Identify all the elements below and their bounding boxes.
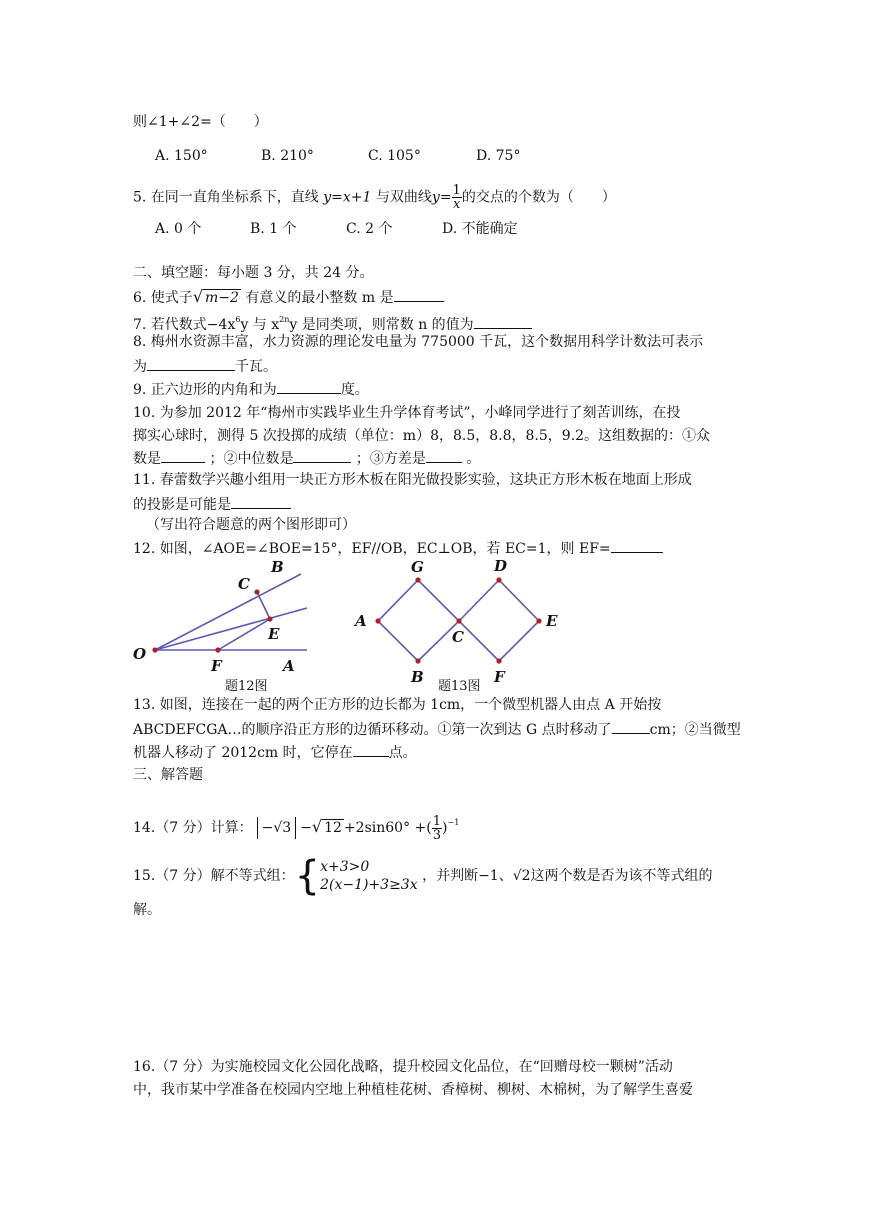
fig12-label-e: E (268, 625, 280, 643)
fig13-point-e (536, 618, 541, 623)
q15-line2: 解。 (133, 902, 161, 918)
fig12-label-o: O (133, 645, 147, 663)
q10-mode-blank[interactable] (161, 448, 205, 463)
sqrt-symbol: √ (192, 287, 204, 306)
q5-option-d: D. 不能确定 (442, 221, 518, 237)
fig13-label-c: C (452, 628, 464, 646)
fig13-point-c (456, 618, 461, 623)
q14-tail: +2sin60° +( (343, 820, 432, 836)
q10-line1: 10. 为参加 2012 年“梅州市实践毕业生升学体育考试”，小峰同学进行了刻苦训练，在投 (133, 405, 681, 421)
fig12-label-f: F (211, 657, 222, 675)
fig12-point-e (267, 616, 272, 621)
q13-line3-a: 机器人移动了 2012cm 时，它停在 (133, 745, 353, 761)
q5-stem (133, 184, 616, 211)
fig12-point-f (215, 647, 220, 652)
q11-line3: （写出符合题意的两个图形即可） (146, 517, 356, 533)
q11-line2-text: 的投影是可能是 (133, 497, 231, 513)
q9-post: 度。 (340, 382, 369, 398)
q10-line3 (133, 448, 480, 469)
fig12-caption: 题12图 (225, 679, 268, 694)
q6-post: 有意义的最小整数 m 是 (240, 290, 394, 306)
q5-pre: 5. 在同一直角坐标系下，直线 (133, 189, 324, 206)
q6-radicand: m−2 (205, 290, 239, 306)
q5-hyper-lhs: y= (431, 189, 452, 206)
q15-system (320, 858, 418, 894)
q13-line2-a: ABCDEFCGA…的顺序沿正方形的边循环移动。①第一次到达 G 点时移动了 (133, 722, 612, 738)
q12-text: 12. 如图，∠AOE=∠BOE=15°，EF//OB，EC⊥OB，若 EC=1，则 EF= (133, 541, 611, 557)
q14-sqrt12: 12 (324, 820, 342, 836)
q14-abs-inner: −√3 (261, 820, 292, 836)
fig12-segment-ef (218, 619, 270, 650)
q13-line1: 13. 如图，连接在一起的两个正方形的边长都为 1cm，一个微型机器人由点 A 开始按 (133, 697, 662, 713)
q7-mid2: y 是同类项，则常数 n 的值为 (289, 317, 474, 333)
q9-pre: 9. 正六边形的内角和为 (133, 382, 277, 398)
q6-pre: 6. 使式子 (133, 290, 193, 306)
q14-frac-num: 1 (432, 813, 442, 829)
figure-12 (125, 556, 315, 696)
q15-post: ，并判断−1、√2这两个数是否为该不等式组的 (422, 868, 713, 884)
q14-pre: 14.（7 分）计算： (133, 820, 253, 836)
q7-answer-blank[interactable] (474, 314, 532, 329)
fig13-label-g: G (411, 558, 424, 576)
abs-bar-left (257, 817, 258, 839)
q8-answer-blank[interactable] (147, 356, 235, 371)
q15-ineq1: x+3>0 (320, 859, 370, 875)
q5-option-a: A. 0 个 (155, 221, 202, 237)
q7-mid1: y 与 x (240, 317, 280, 333)
q8-line2 (133, 356, 277, 377)
fig13-label-b: B (411, 668, 424, 686)
fig13-label-a: A (355, 612, 367, 630)
fig12-ray-oe (155, 608, 307, 650)
q14-frac-den: 3 (432, 827, 442, 843)
q10-median-blank[interactable] (293, 448, 351, 463)
q16-line2: 中，我市某中学准备在校园内空地上种植桂花树、香樟树、柳树、木棉树，为了解学生喜爱 (133, 1082, 693, 1098)
q13-distance-blank[interactable] (612, 719, 650, 734)
q12-answer-blank[interactable] (611, 538, 663, 553)
q8-line2-pre: 为 (133, 359, 147, 375)
sqrt-symbol: √ (311, 817, 323, 836)
q10-line3-a: 数是 (133, 451, 161, 467)
q10-line3-d: 。 (466, 451, 481, 467)
fig13-square-left (378, 580, 459, 661)
brace-icon: { (294, 853, 321, 899)
q7-exp2: 2n (279, 315, 290, 324)
fig13-caption: 题13图 (438, 679, 481, 694)
q10-variance-blank[interactable] (426, 448, 462, 463)
q5-option-b: B. 1 个 (250, 221, 297, 237)
q7-pre: 7. 若代数式−4x (133, 317, 236, 333)
q9-answer-blank[interactable] (277, 379, 341, 394)
fig13-label-d: D (494, 557, 508, 575)
q5-frac-den: x (453, 197, 461, 212)
q14-exp: −1 (447, 818, 460, 827)
q5-line-eq: y=x+1 (323, 189, 372, 206)
q9 (133, 379, 369, 400)
q10-line3-c: ；③方差是 (355, 451, 426, 467)
fig12-point-o (152, 647, 157, 652)
q5-option-c: C. 2 个 (346, 221, 393, 237)
q11-line2 (133, 494, 291, 515)
q4-option-b: B. 210° (261, 148, 314, 164)
q14-minus: − (300, 820, 312, 836)
abs-bar-right (295, 817, 296, 839)
q16-line1: 16.（7 分）为实施校园文化公园化战略，提升校园文化品位，在“回赠母校一颗树”活动 (133, 1059, 673, 1075)
q8-line2-post: 千瓦。 (235, 359, 277, 375)
q14 (133, 810, 459, 842)
fig13-label-e: E (546, 612, 558, 630)
q13-line3 (133, 742, 417, 763)
q6-answer-blank[interactable] (394, 287, 444, 302)
fig12-label-c: C (238, 575, 250, 593)
fig12-label-b: B (271, 558, 284, 576)
q10-line3-b: ；②中位数是 (209, 451, 294, 467)
q14-fraction (432, 815, 442, 842)
q5-post: 的交点的个数为（ ） (461, 189, 616, 206)
q6 (133, 287, 444, 308)
q11-answer-blank[interactable] (231, 494, 291, 509)
section3-title: 三、解答题 (133, 767, 203, 783)
q13-line2-b: cm；②当微型 (649, 722, 741, 738)
q11-line1: 11. 春蕾数学兴趣小组用一块正方形木板在阳光做投影实验，这块正方形木板在地面上形成 (133, 472, 692, 488)
q15-pre: 15.（7 分）解不等式组： (133, 868, 295, 884)
fig13-label-f: F (494, 668, 505, 686)
figure-13 (350, 556, 570, 696)
q7-exp1: 6 (235, 315, 241, 324)
fig12-segment-ce (257, 592, 270, 619)
fig13-point-g (415, 577, 420, 582)
q5-fraction (452, 184, 462, 211)
fig13-point-d (496, 577, 501, 582)
section2-title: 二、填空题：每小题 3 分，共 24 分。 (133, 265, 374, 281)
q4-option-a: A. 150° (155, 148, 208, 164)
q5-frac-num: 1 (452, 183, 461, 198)
fig12-label-a: A (283, 657, 295, 675)
fig13-square-right (459, 580, 539, 661)
q13-line2 (133, 719, 741, 740)
fig13-point-a (375, 618, 380, 623)
fig13-point-b (415, 658, 420, 663)
q13-line3-b: 点。 (388, 745, 417, 761)
q4-option-c: C. 105° (368, 148, 421, 164)
q5-mid: 与双曲线 (371, 189, 432, 206)
fig13-point-f (496, 658, 501, 663)
q13-point-blank[interactable] (353, 742, 389, 757)
q4-option-d: D. 75° (476, 148, 521, 164)
q15-ineq2: 2(x−1)+3≥3x (320, 877, 418, 893)
q8-line1: 8. 梅州水资源丰富，水力资源的理论发电量为 775000 千瓦，这个数据用科学计数法可表示 (133, 334, 704, 350)
fig12-point-c (254, 589, 259, 594)
q4-stem: 则∠1+∠2=（ ） (133, 114, 268, 130)
q14-close: ) (442, 820, 448, 836)
q15 (133, 853, 713, 899)
q10-line2: 掷实心球时，测得 5 次投掷的成绩（单位：m）8，8.5，8.8，8.5，9.2。这组数据的：①众 (133, 428, 711, 444)
